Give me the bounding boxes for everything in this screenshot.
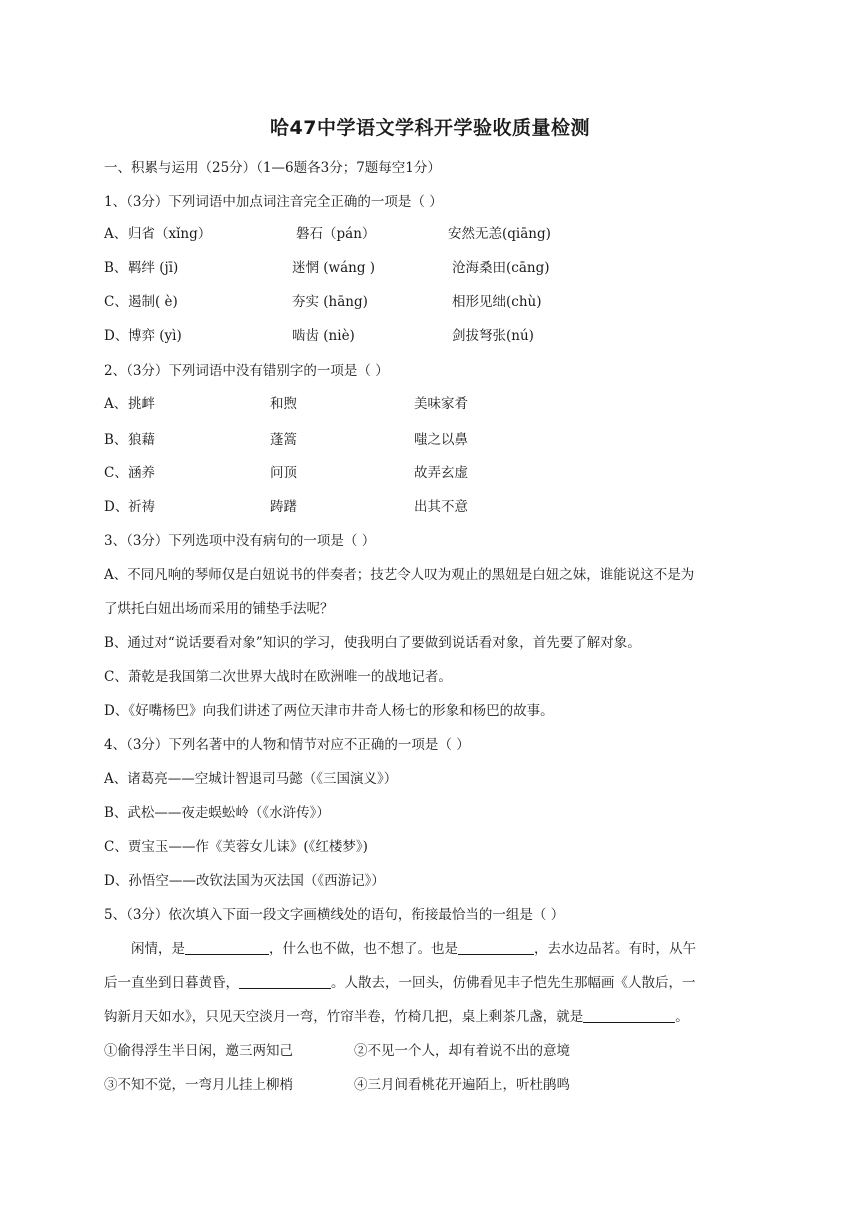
q4-option-d: D、孙悟空——改钦法国为灭法国（《西游记》） <box>104 873 385 889</box>
q1-b-word2: 迷惘 (wáng ) <box>292 260 376 276</box>
q2-option-a: A、 挑衅 和煦 美味家肴 <box>104 392 764 412</box>
fill-blank-4[interactable] <box>583 1008 675 1023</box>
fill-blank-2[interactable] <box>458 940 534 955</box>
q2-a-word3: 美味家肴 <box>414 396 468 412</box>
q4-option-c: C、贾宝玉——作《芙蓉女儿诔》(《红楼梦》) <box>104 839 368 855</box>
question-2-stem: 2、（3分）下列词语中没有错别字的一项是（ ） <box>104 363 389 379</box>
q4-option-a: A、诸葛亮——空城计智退司马懿（《三国演义》） <box>104 771 398 787</box>
q2-b-word1: 狼藉 <box>128 432 155 448</box>
q2-c-word1: 涵养 <box>128 465 155 481</box>
q2-option-b: B、 狼藉 蓬篙 嗤之以鼻 <box>104 428 764 448</box>
q2-c-word3: 故弄玄虚 <box>414 465 468 481</box>
question-5-stem: 5、（3分）依次填入下面一段文字画横线处的语句，衔接最恰当的一组是（ ） <box>104 907 565 923</box>
q5-choice-3: ③不知不觉，一弯月儿挂上柳梢 <box>104 1077 293 1093</box>
q5-passage-line1: 闲情，是 ，什么也不做，也不想了。也是 ，去水边品茗。有时，从午 <box>131 941 696 957</box>
q2-a-word2: 和煦 <box>270 396 297 412</box>
q1-a-word3: 安然无恙(qiāng) <box>448 226 551 242</box>
q3-option-d: D、《好嘴杨巴》向我们讲述了两位天津市井奇人杨七的形象和杨巴的故事。 <box>104 703 554 719</box>
q1-option-b: B、 羁绊 (jī) 迷惘 (wáng ) 沧海桑田(cāng) <box>104 256 764 276</box>
q1-d-word3: 剑拔弩张(nú) <box>452 328 534 344</box>
q2-a-word1: 挑衅 <box>128 396 155 412</box>
q1-a-word2: 磐石（pán） <box>296 226 376 242</box>
q3-option-a-line1: A、不同凡响的琴师仅是白妞说书的伴奏者；技艺令人叹为观止的黑妞是白妞之妹，谁能说这不是为 <box>104 567 695 583</box>
q5-choice-1: ①偷得浮生半日闲，邀三两知己 <box>104 1043 293 1059</box>
q2-d-word1: 祈祷 <box>128 499 155 515</box>
q3-option-a-line2: 了烘托白妞出场而采用的铺垫手法呢？ <box>104 601 334 617</box>
question-4-stem: 4、（3分）下列名著中的人物和情节对应不正确的一项是（ ） <box>104 737 470 753</box>
q1-option-a: A、 归省（xǐng） 磐石（pán） 安然无恙(qiāng) <box>104 222 764 242</box>
fill-blank-3[interactable] <box>239 974 331 989</box>
q1-d-word2: 啮齿 (niè) <box>292 328 355 344</box>
q1-b-word1: 羁绊 (jī) <box>128 260 179 276</box>
fill-blank-1[interactable] <box>185 940 269 955</box>
q5-choices-row2 <box>104 1073 764 1093</box>
q5-choice-2: ②不见一个人，却有着说不出的意境 <box>354 1043 570 1059</box>
q1-c-word1: 遏制( è) <box>128 294 178 310</box>
q2-d-word3: 出其不意 <box>414 499 468 515</box>
q2-b-word3: 嗤之以鼻 <box>414 432 468 448</box>
page-title: 哈47中学语文学科开学验收质量检测 <box>270 117 590 139</box>
q3-option-c: C、萧乾是我国第二次世界大战时在欧洲唯一的战地记者。 <box>104 669 452 685</box>
q4-option-b: B、武松——夜走蜈蚣岭（《水浒传》） <box>104 805 330 821</box>
q3-option-b: B、通过对“说话要看对象”知识的学习，使我明白了要做到说话看对象，首先要了解对象。 <box>104 635 641 651</box>
question-1-stem: 1、（3分）下列词语中加点词注音完全正确的一项是（ ） <box>104 194 443 210</box>
q1-b-word3: 沧海桑田(cāng) <box>452 260 550 276</box>
q1-c-word2: 夯实 (hāng) <box>292 294 368 310</box>
q5-passage-line3: 钩新月天如水》，只见天空淡月一弯，竹帘半卷，竹椅几把，桌上剩茶几盏，就是 。 <box>104 1009 689 1025</box>
q2-c-word2: 问顶 <box>270 465 297 481</box>
question-3-stem: 3、（3分）下列选项中没有病句的一项是（ ） <box>104 533 376 549</box>
q1-a-word1: 归省（xǐng） <box>128 226 212 242</box>
q2-option-c: C、 涵养 问顶 故弄玄虚 <box>104 461 764 481</box>
q5-choice-4: ④三月间看桃花开遍陌上，听杜鹃鸣 <box>354 1077 570 1093</box>
q5-choices-row1 <box>104 1039 764 1059</box>
q1-d-word1: 博弈 (yì) <box>128 328 182 344</box>
q2-option-d: D、 祈祷 踌躇 出其不意 <box>104 495 764 515</box>
q5-passage-line2: 后一直坐到日暮黄昏， 。人散去，一回头，仿佛看见丰子恺先生那幅画《人散后，一 <box>104 975 696 991</box>
section-heading: 一、积累与运用（25分）（1—6题各3分；7题每空1分） <box>104 160 441 176</box>
q2-b-word2: 蓬篙 <box>270 432 297 448</box>
q1-c-word3: 相形见绌(chù) <box>452 294 542 310</box>
q1-option-d: D、 博弈 (yì) 啮齿 (niè) 剑拔弩张(nú) <box>104 324 764 344</box>
q1-option-c: C、 遏制( è) 夯实 (hāng) 相形见绌(chù) <box>104 290 764 310</box>
q2-d-word2: 踌躇 <box>270 499 297 515</box>
